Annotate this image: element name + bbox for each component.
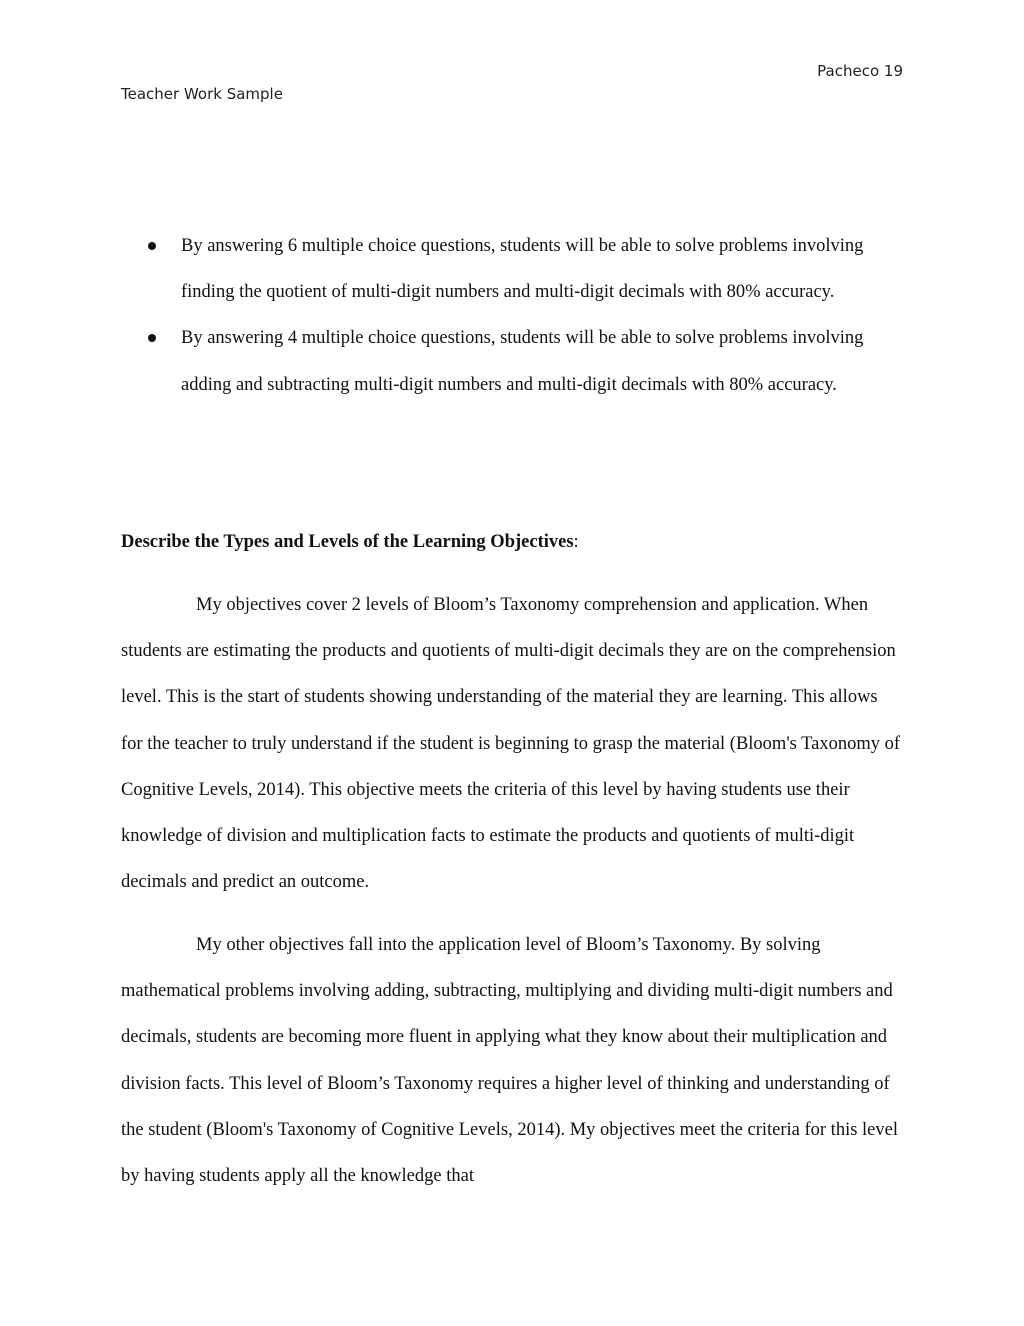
bullet-item (181, 315, 903, 407)
bullet-text: By answering 6 multiple choice questions, students will be able to solve problems involving finding the quotient of multi-digit numbers and multi-digit decimals with 80% accuracy. (181, 236, 864, 303)
bullet-icon (148, 334, 156, 342)
section-heading (121, 519, 903, 565)
section-heading-colon: : (573, 532, 579, 552)
body-paragraph: My objectives cover 2 levels of Bloom’s Taxonomy comprehension and application. When students are estimating the products and quotients of multi-digit decimals they are on the comprehension level. This is the start of students showing understanding of the material they are learning. This allows for the teacher to truly understand if the student is beginning to grasp the material (Bloom's Taxonomy of Cognitive Levels, 2014). This objective meets the criteria of this level by having students use their knowledge of division and multiplication facts to estimate the products and quotients of multi-digit decimals and predict an outcome. (121, 595, 901, 893)
objectives-bullet-list (181, 223, 903, 408)
bullet-item (181, 223, 903, 315)
page-number-header: Pacheco 19 (817, 62, 903, 80)
section-heading-text: Describe the Types and Levels of the Learning Objectives (121, 532, 574, 552)
body-paragraph: My other objectives fall into the application level of Bloom’s Taxonomy. By solving mathematical problems involving adding, subtracting, multiplying and dividing multi-digit numbers and decimals, students are becoming more fluent in applying what they know about their multiplication and division facts. This level of Bloom’s Taxonomy requires a higher level of thinking and understanding of the student (Bloom's Taxonomy of Cognitive Levels, 2014). My objectives meet the criteria for this level by having students apply all the knowledge that (121, 935, 898, 1187)
bullet-text: By answering 4 multiple choice questions, students will be able to solve problems involving adding and subtracting multi-digit numbers and multi-digit decimals with 80% accuracy. (181, 328, 864, 395)
running-title-header: Teacher Work Sample (121, 85, 283, 103)
bullet-icon (148, 242, 156, 250)
